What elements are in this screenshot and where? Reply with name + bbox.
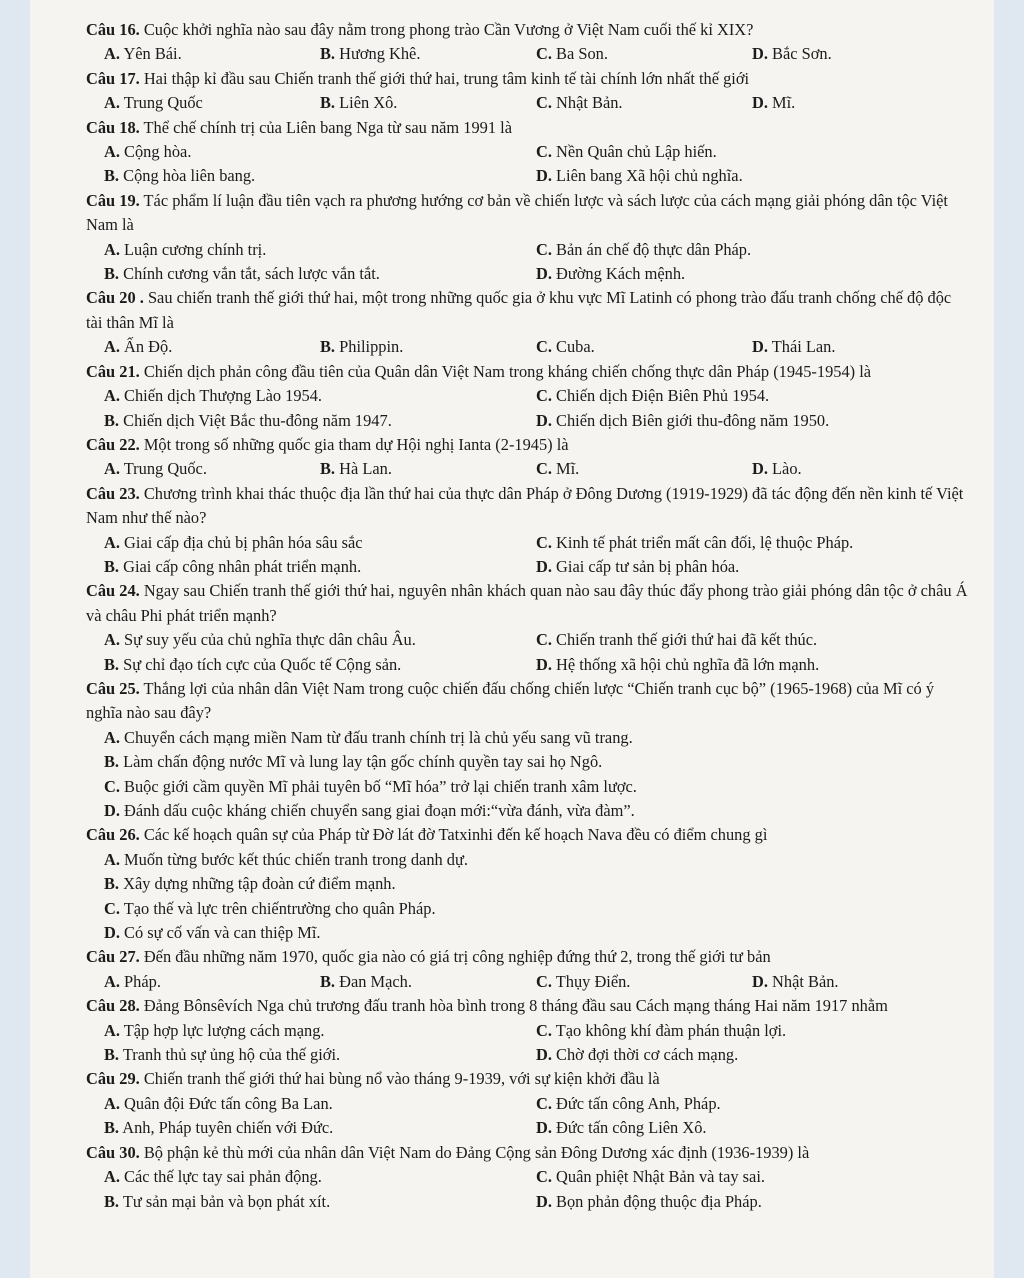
option-text: Tạo thế và lực trên chiếntrường cho quân Pháp. [123, 898, 436, 918]
option-text: Có sự cố vấn và can thiệp Mĩ. [124, 923, 321, 943]
answer-option [302, 91, 518, 115]
option-text: Đức tấn công Anh, Pháp. [556, 1093, 721, 1113]
question-stem [86, 433, 970, 457]
answer-option [518, 1190, 950, 1214]
option-letter: B. [104, 874, 120, 894]
option-text: Luận cương chính trị. [124, 239, 267, 259]
answer-option [86, 653, 518, 677]
option-text: Pháp. [124, 971, 161, 991]
answer-option [86, 848, 970, 872]
answer-option [518, 653, 950, 677]
answer-option [734, 335, 950, 359]
option-text: Bắc Sơn. [772, 44, 832, 64]
question [86, 189, 970, 287]
option-text: Làm chấn động nước Mĩ và lung lay tận gốc chính quyền tay sai họ Ngô. [123, 752, 603, 772]
option-letter: A. [104, 93, 120, 113]
question-number: Câu 20 . [86, 288, 144, 308]
option-letter: C. [536, 1167, 552, 1187]
question-number: Câu 25. [86, 678, 140, 698]
option-letter: C. [536, 337, 552, 357]
option-letter: C. [104, 776, 120, 796]
option-text: Thụy Điển. [555, 971, 631, 991]
question-text: Cuộc khởi nghĩa nào sau đây nằm trong phong trào Cần Vương ở Việt Nam cuối thế kỉ XIX? [139, 20, 754, 39]
option-text: Đánh dấu cuộc kháng chiến chuyển sang giai đoạn mới:“vừa đánh, vừa đàm”. [124, 801, 635, 820]
option-text: Buộc giới cầm quyền Mĩ phải tuyên bố “Mĩ hóa” trở lại chiến tranh xâm lược. [124, 776, 637, 796]
option-text: Cuba. [556, 337, 595, 357]
question-stem [86, 67, 970, 91]
document-page [30, 0, 994, 1278]
question-text: Hai thập kỉ đầu sau Chiến tranh thế giới thứ hai, trung tâm kinh tế tài chính lớn nhất thế giới [139, 68, 750, 88]
options-row [86, 262, 970, 286]
answer-option [86, 42, 302, 66]
question-text: Các kế hoạch quân sự của Pháp từ Đờ lát đờ Tatxinhi đến kế hoạch Nava đều có điểm chung gì [139, 825, 768, 845]
answer-option [518, 409, 950, 433]
question-text: Tác phẩm lí luận đầu tiên vạch ra phương hướng cơ bản về chiến lược và sách lược của cách mạng giải phóng dân tộc Việt Nam là [86, 190, 948, 235]
options-row [86, 531, 970, 555]
question-text: Sau chiến tranh thế giới thứ hai, một trong những quốc gia ở khu vực Mĩ Latinh có phong trào đấu tranh chống chế độ độc tài thân Mĩ là [86, 288, 952, 332]
question [86, 286, 970, 359]
option-text: Tập hợp lực lượng cách mạng. [123, 1020, 325, 1040]
answer-option [86, 726, 970, 750]
question-number: Câu 17. [86, 68, 140, 88]
option-text: Chiến dịch Việt Bắc thu-đông năm 1947. [123, 410, 392, 430]
options-row [86, 1116, 970, 1140]
option-text: Nền Quân chủ Lập hiến. [556, 142, 717, 162]
answer-option [518, 238, 950, 262]
option-text: Giai cấp công nhân phát triển mạnh. [123, 556, 362, 576]
question-text: Đến đầu những năm 1970, quốc gia nào có giá trị công nghiệp đứng thứ 2, trong thế giới tư bản [139, 947, 771, 967]
question-text: Thắng lợi của nhân dân Việt Nam trong cuộc chiến đấu chống chiến lược “Chiến tranh cục bộ” (1965-1968) của Mĩ có ý nghĩa nào sau đây? [86, 678, 935, 723]
option-letter: B. [104, 752, 120, 772]
question-text: Đảng Bônsêvích Nga chủ trương đấu tranh hòa bình trong 8 tháng đầu sau Cách mạng tháng Hai năm 1917 nhằm [139, 996, 888, 1016]
option-text: Lào. [772, 459, 802, 479]
option-text: Chiến tranh thế giới thứ hai đã kết thúc. [556, 630, 818, 650]
option-letter: D. [752, 44, 768, 64]
option-letter: B. [104, 410, 120, 430]
option-text: Chính cương vắn tắt, sách lược vắn tắt. [123, 264, 380, 284]
question-stem [86, 823, 970, 847]
option-letter: B. [104, 556, 120, 576]
answer-option [86, 1092, 518, 1116]
question [86, 994, 970, 1067]
option-text: Bản án chế độ thực dân Pháp. [556, 239, 752, 259]
option-letter: B. [104, 1118, 120, 1138]
option-letter: C. [536, 386, 552, 406]
answer-option [518, 531, 950, 555]
question [86, 67, 970, 116]
option-text: Anh, Pháp tuyên chiến với Đức. [122, 1118, 334, 1138]
answer-option [518, 1019, 950, 1043]
answer-option [518, 91, 734, 115]
option-letter: C. [536, 1093, 552, 1113]
answer-option [518, 1092, 950, 1116]
question-stem [86, 677, 970, 726]
answer-option [518, 140, 950, 164]
option-letter: B. [104, 654, 120, 674]
option-text: Thái Lan. [771, 337, 836, 357]
option-text: Chiến dịch Biên giới thu-đông năm 1950. [556, 410, 830, 430]
option-text: Nhật Bản. [556, 93, 623, 113]
question-number: Câu 26. [86, 825, 140, 845]
answer-option [302, 970, 518, 994]
option-letter: D. [536, 654, 552, 674]
option-text: Chiến dịch Điện Biên Phủ 1954. [556, 386, 770, 406]
option-letter: B. [320, 44, 336, 64]
option-text: Quân phiệt Nhật Bản và tay sai. [556, 1167, 765, 1187]
question-number: Câu 24. [86, 581, 140, 601]
options-row [86, 1092, 970, 1116]
option-letter: C. [536, 93, 552, 113]
option-text: Kinh tế phát triển mất cân đối, lệ thuộc Pháp. [556, 532, 854, 552]
answer-option [518, 1116, 950, 1140]
answer-option [518, 457, 734, 481]
option-letter: D. [536, 1045, 552, 1065]
question [86, 360, 970, 433]
answer-option [86, 750, 970, 774]
options-row [86, 1043, 970, 1067]
option-letter: C. [536, 971, 552, 991]
question-text: Chiến dịch phản công đầu tiên của Quân dân Việt Nam trong kháng chiến chống thực dân Pháp (1945-1954) là [139, 361, 872, 381]
options-row [86, 140, 970, 164]
answer-option [86, 555, 518, 579]
answer-option [734, 970, 950, 994]
question-number: Câu 28. [86, 996, 140, 1016]
question-number: Câu 23. [86, 483, 140, 503]
question-number: Câu 16. [86, 20, 140, 39]
option-letter: C. [536, 532, 552, 552]
answer-option [734, 91, 950, 115]
option-letter: A. [104, 532, 120, 552]
option-letter: D. [752, 93, 768, 113]
question-number: Câu 29. [86, 1069, 140, 1089]
option-text: Cộng hòa liên bang. [123, 166, 256, 186]
options-row [86, 91, 970, 115]
option-text: Bọn phản động thuộc địa Pháp. [556, 1191, 762, 1211]
question [86, 18, 970, 67]
question-stem [86, 994, 970, 1018]
answer-option [86, 140, 518, 164]
option-text: Yên Bái. [123, 44, 182, 64]
option-letter: A. [104, 386, 120, 406]
options-row [86, 628, 970, 652]
question-text: Chiến tranh thế giới thứ hai bùng nổ vào tháng 9-1939, với sự kiện khởi đầu là [139, 1069, 660, 1089]
option-letter: B. [104, 166, 120, 186]
option-text: Chiến dịch Thượng Lào 1954. [124, 386, 323, 406]
answer-option [86, 1019, 518, 1043]
option-text: Hà Lan. [339, 459, 392, 479]
question-stem [86, 482, 970, 531]
option-text: Nhật Bản. [772, 971, 839, 991]
options-row [86, 970, 970, 994]
option-text: Tranh thủ sự ủng hộ của thế giới. [122, 1045, 341, 1065]
answer-option [86, 775, 970, 799]
option-letter: A. [104, 337, 120, 357]
answer-option [86, 262, 518, 286]
answer-option [86, 897, 970, 921]
option-text: Mĩ. [772, 93, 796, 113]
options-row [86, 1190, 970, 1214]
option-letter: A. [104, 849, 120, 869]
options-row [86, 238, 970, 262]
question [86, 579, 970, 677]
question-stem [86, 945, 970, 969]
option-letter: A. [104, 971, 120, 991]
answer-option [518, 262, 950, 286]
options-column [86, 848, 970, 946]
option-letter: D. [536, 556, 552, 576]
answer-option [518, 335, 734, 359]
question-stem [86, 116, 970, 140]
option-text: Trung Quốc [123, 93, 203, 113]
option-text: Liên Xô. [339, 93, 398, 113]
option-text: Ba Son. [556, 44, 608, 64]
option-letter: A. [104, 44, 120, 64]
option-letter: B. [104, 1191, 120, 1211]
option-letter: A. [104, 727, 120, 747]
question-stem [86, 579, 970, 628]
option-letter: D. [104, 923, 120, 943]
option-letter: D. [752, 459, 768, 479]
question [86, 945, 970, 994]
option-letter: A. [104, 1167, 120, 1187]
question-text: Ngay sau Chiến tranh thế giới thứ hai, nguyên nhân khách quan nào sau đây thúc đẩy phong trào giải phóng dân tộc ở châu Á và châu Phi phát triển mạnh? [86, 581, 968, 625]
options-row [86, 1165, 970, 1189]
option-text: Cộng hòa. [124, 142, 192, 162]
option-letter: B. [320, 337, 336, 357]
question-number: Câu 19. [86, 190, 140, 210]
answer-option [86, 91, 302, 115]
question [86, 116, 970, 189]
question [86, 823, 970, 945]
options-column [86, 726, 970, 824]
option-letter: A. [104, 142, 120, 162]
answer-option [302, 335, 518, 359]
answer-option [734, 457, 950, 481]
answer-option [518, 970, 734, 994]
options-row [86, 409, 970, 433]
answer-option [518, 384, 950, 408]
option-text: Philippin. [339, 337, 404, 357]
option-text: Giai cấp tư sản bị phân hóa. [556, 556, 740, 576]
question-text: Bộ phận kẻ thù mới của nhân dân Việt Nam do Đảng Cộng sản Đông Dương xác định (1936-1939) là [139, 1142, 810, 1162]
option-text: Giai cấp địa chủ bị phân hóa sâu sắc [124, 532, 363, 552]
option-text: Chờ đợi thời cơ cách mạng. [556, 1045, 739, 1065]
options-row [86, 555, 970, 579]
option-letter: A. [104, 1020, 120, 1040]
option-letter: B. [320, 971, 336, 991]
option-letter: D. [536, 1191, 552, 1211]
option-letter: A. [104, 1093, 120, 1113]
option-letter: A. [104, 630, 120, 650]
option-letter: D. [536, 264, 552, 284]
option-letter: D. [104, 801, 120, 820]
option-text: Chuyển cách mạng miền Nam từ đấu tranh chính trị là chủ yếu sang vũ trang. [124, 727, 633, 747]
option-text: Ấn Độ. [124, 337, 173, 357]
answer-option [86, 335, 302, 359]
question-stem [86, 18, 970, 42]
answer-option [86, 384, 518, 408]
option-letter: C. [536, 459, 552, 479]
question [86, 677, 970, 823]
option-letter: B. [320, 93, 336, 113]
answer-option [518, 1043, 950, 1067]
option-text: Muốn từng bước kết thúc chiến tranh trong danh dự. [124, 849, 468, 869]
answer-option [86, 921, 970, 945]
option-letter: C. [536, 630, 552, 650]
option-text: Liên bang Xã hội chủ nghĩa. [556, 166, 743, 186]
options-row [86, 335, 970, 359]
answer-option [518, 555, 950, 579]
answer-option [86, 1043, 518, 1067]
options-row [86, 457, 970, 481]
answer-option [86, 457, 302, 481]
option-text: Tư sản mại bản và bọn phát xít. [122, 1191, 331, 1211]
question [86, 1067, 970, 1140]
question-number: Câu 22. [86, 434, 140, 454]
option-letter: A. [104, 459, 120, 479]
answer-option [86, 628, 518, 652]
option-text: Trung Quốc. [123, 459, 207, 479]
answer-option [518, 628, 950, 652]
question-stem [86, 1067, 970, 1091]
option-letter: A. [104, 239, 120, 259]
option-text: Tạo không khí đàm phán thuận lợi. [555, 1020, 787, 1040]
option-letter: C. [536, 44, 552, 64]
answer-option [86, 531, 518, 555]
answer-option [86, 238, 518, 262]
answer-option [86, 1190, 518, 1214]
answer-option [302, 42, 518, 66]
answer-option [518, 42, 734, 66]
option-text: Mĩ. [556, 459, 580, 479]
question-stem [86, 360, 970, 384]
option-letter: B. [320, 459, 336, 479]
option-text: Đức tấn công Liên Xô. [556, 1118, 707, 1138]
options-row [86, 1019, 970, 1043]
options-row [86, 384, 970, 408]
option-letter: C. [536, 1020, 552, 1040]
answer-option [302, 457, 518, 481]
question-number: Câu 21. [86, 361, 140, 381]
answer-option [86, 164, 518, 188]
answer-option [86, 409, 518, 433]
answer-option [86, 799, 970, 823]
option-text: Hệ thống xã hội chủ nghĩa đã lớn mạnh. [556, 654, 820, 674]
question-number: Câu 30. [86, 1142, 140, 1162]
option-letter: C. [536, 239, 552, 259]
option-text: Đường Kách mệnh. [556, 264, 686, 284]
question-stem [86, 286, 970, 335]
option-text: Quân đội Đức tấn công Ba Lan. [124, 1093, 333, 1113]
question-stem [86, 189, 970, 238]
options-row [86, 164, 970, 188]
option-text: Đan Mạch. [339, 971, 412, 991]
option-letter: B. [104, 1045, 120, 1065]
question-number: Câu 27. [86, 947, 140, 967]
options-row [86, 42, 970, 66]
option-letter: D. [536, 166, 552, 186]
exam-questions [86, 18, 970, 1214]
answer-option [734, 42, 950, 66]
option-letter: D. [536, 410, 552, 430]
answer-option [86, 970, 302, 994]
option-text: Sự chỉ đạo tích cực của Quốc tế Cộng sản. [123, 654, 402, 674]
option-text: Các thế lực tay sai phản động. [124, 1167, 322, 1187]
question-text: Thể chế chính trị của Liên bang Nga từ sau năm 1991 là [139, 117, 512, 137]
question-text: Chương trình khai thác thuộc địa lần thứ hai của thực dân Pháp ở Đông Dương (1919-1929) đã tác động đến nền kinh tế Việt Nam như thế nào? [86, 483, 964, 528]
option-letter: C. [104, 898, 120, 918]
answer-option [518, 1165, 950, 1189]
question [86, 482, 970, 580]
question-number: Câu 18. [86, 117, 140, 137]
options-row [86, 653, 970, 677]
question [86, 433, 970, 482]
question-text: Một trong số những quốc gia tham dự Hội nghị Ianta (2-1945) là [139, 434, 569, 454]
answer-option [518, 164, 950, 188]
option-text: Xây dựng những tập đoàn cứ điểm mạnh. [123, 874, 396, 894]
option-letter: B. [104, 264, 120, 284]
option-letter: D. [752, 971, 768, 991]
option-letter: D. [752, 337, 768, 357]
answer-option [86, 872, 970, 896]
answer-option [86, 1165, 518, 1189]
option-letter: D. [536, 1118, 552, 1138]
question-stem [86, 1141, 970, 1165]
option-letter: C. [536, 142, 552, 162]
answer-option [86, 1116, 518, 1140]
question [86, 1141, 970, 1214]
option-text: Hương Khê. [339, 44, 421, 64]
option-text: Sự suy yếu của chủ nghĩa thực dân châu Âu. [124, 630, 416, 650]
